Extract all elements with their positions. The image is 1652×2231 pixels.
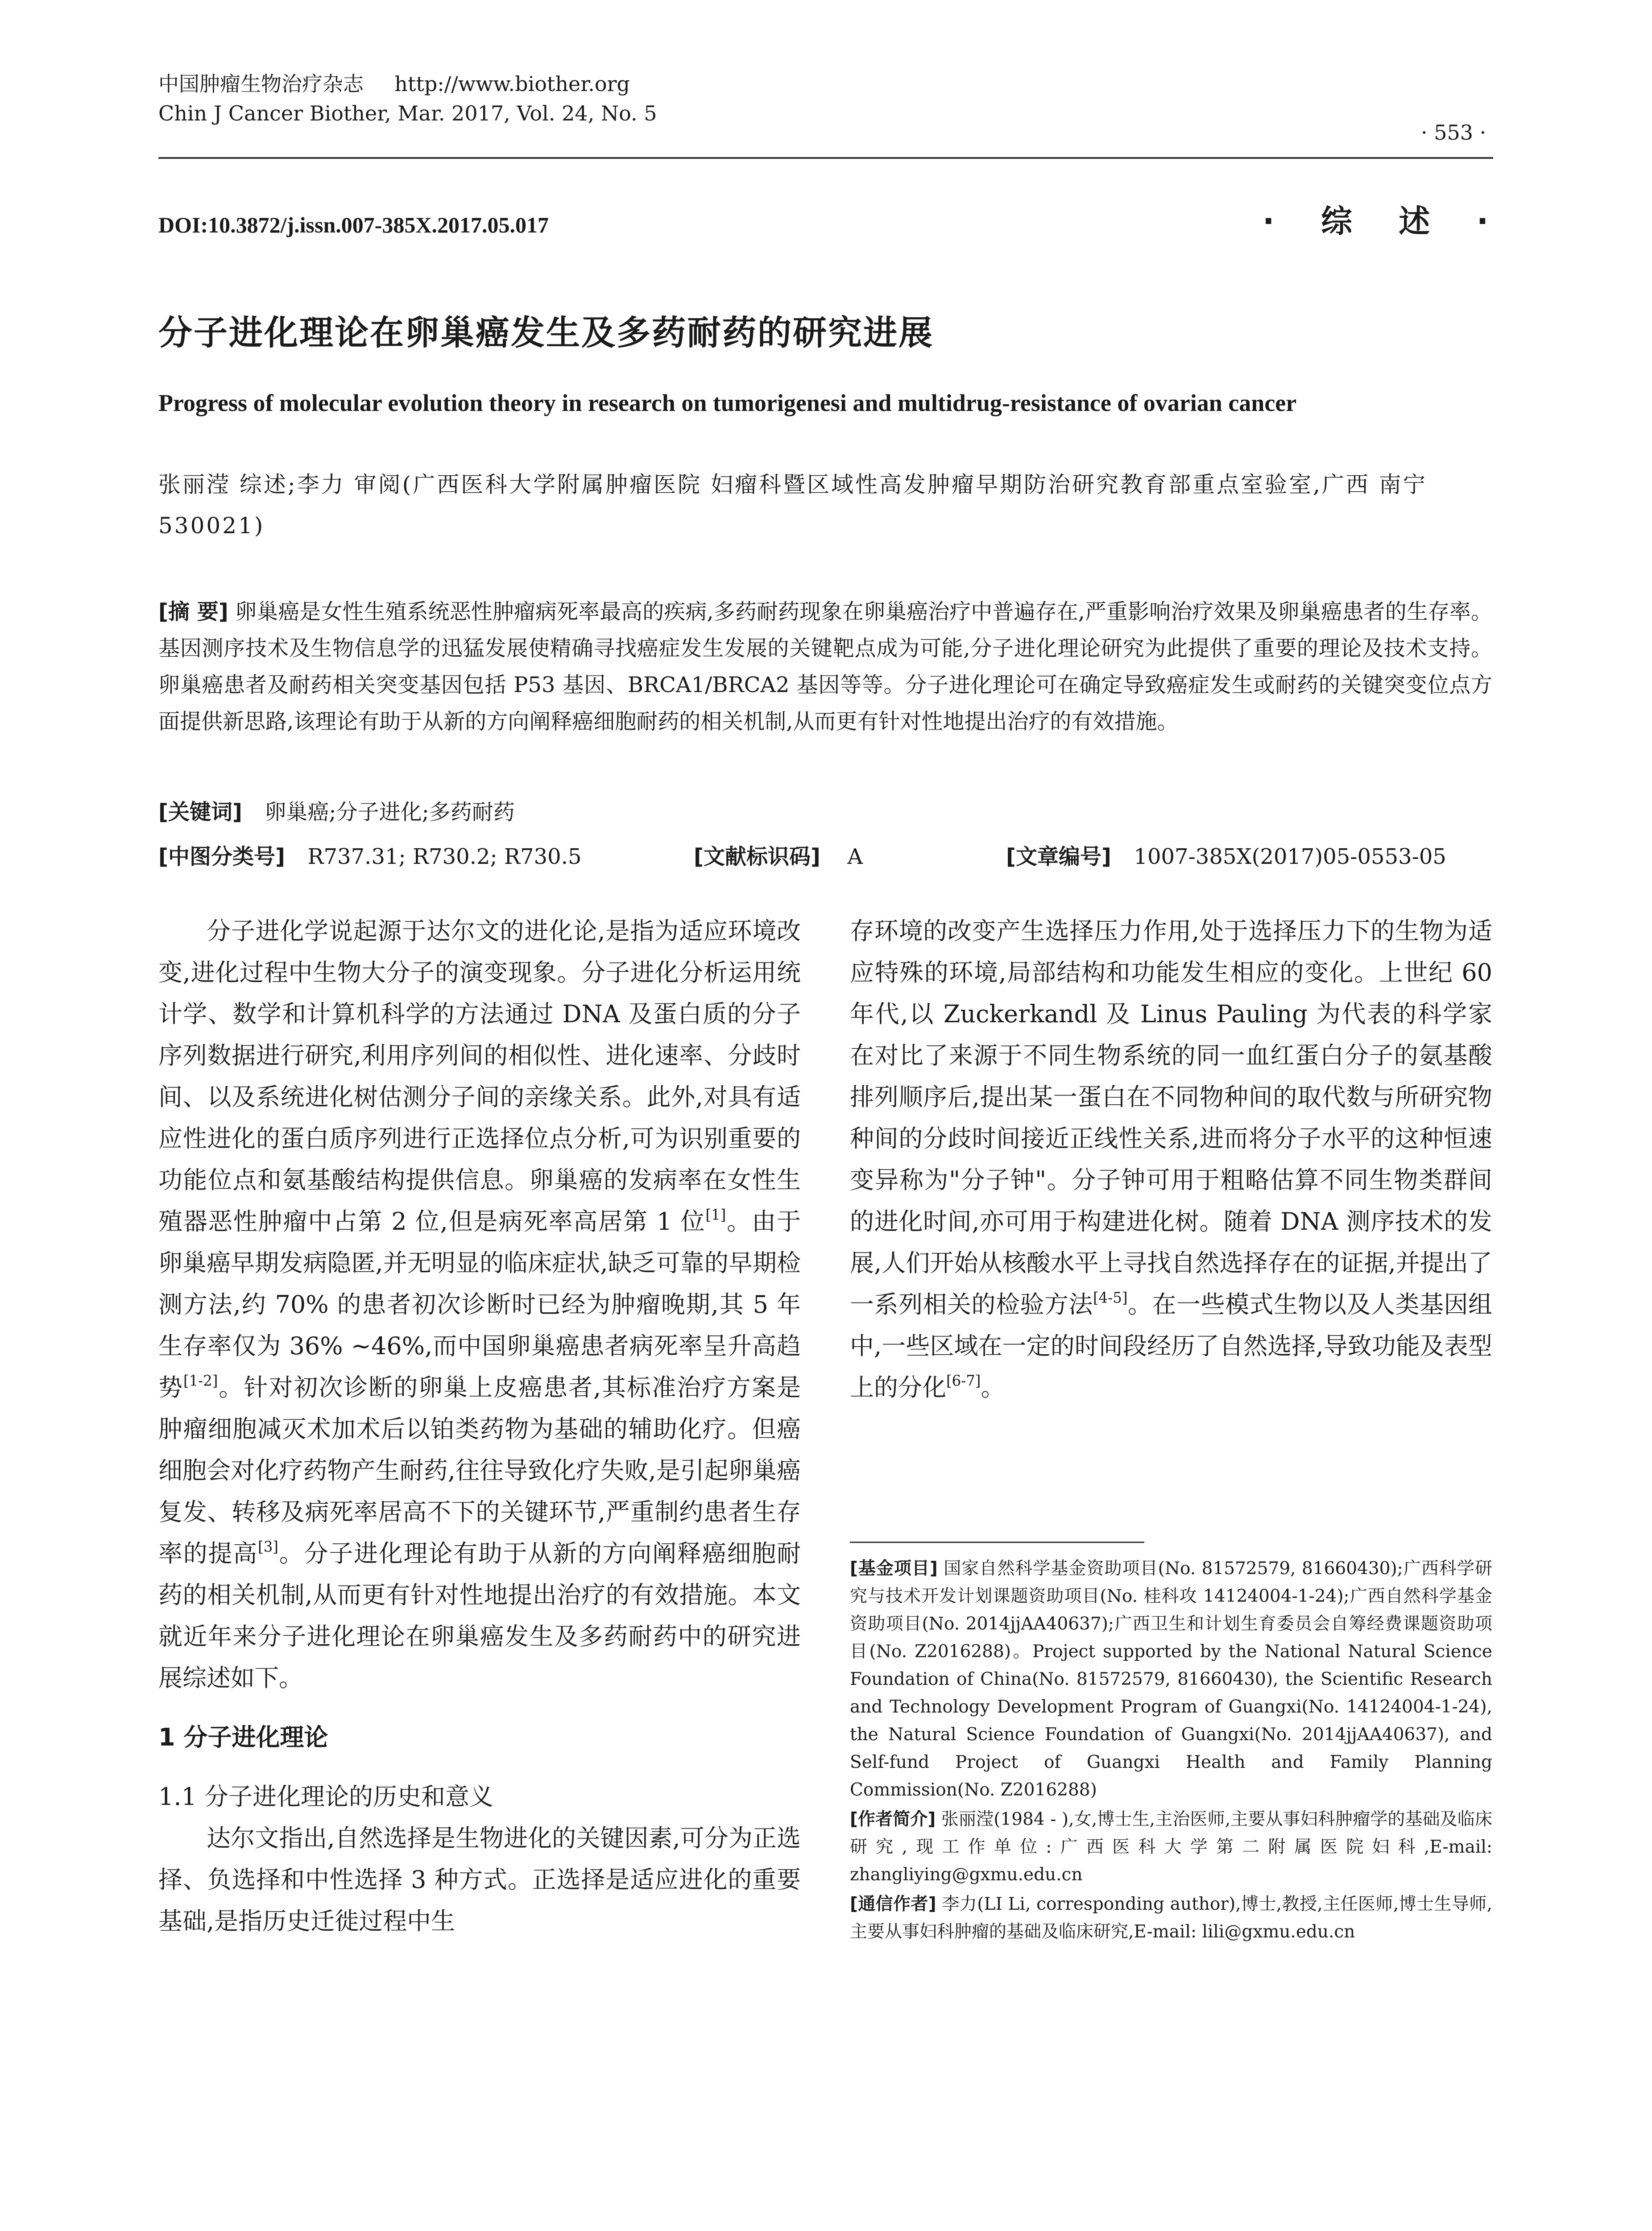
header-rule — [158, 157, 1493, 159]
journal-header — [158, 69, 657, 128]
doc-code-value: A — [847, 844, 863, 869]
journal-title-cn: 中国肿瘤生物治疗杂志 — [158, 72, 364, 96]
citation-1[interactable]: [1] — [705, 1206, 726, 1223]
abstract — [158, 593, 1492, 740]
doi[interactable]: DOI:10.3872/j.issn.007-385X.2017.05.017 — [158, 212, 549, 237]
right-column — [850, 910, 1492, 1408]
fund-text: 国家自然科学基金资助项目(No. 81572579, 81660430);广西科学研究与技术开发计划课题资助项目(No. 桂科攻 14124004-1-24);广西自然科学基金资助项目(No. 2014jjAA40637);广西卫生和计划生育委员会自筹经费课题资助项目(No. Z2016288)。Project supported by the National Natural Science Foundation of China(No. 81572579, 81660430), the Scientific Research and Technology Development Program of Guangxi(No. 14124004-1-24), the Natural Science Foundation of Guangxi(No. 2014jjAA40637), and Self-fund Project of Guangxi Health and Family Planning Commission(No. Z2016288) — [850, 1559, 1492, 1800]
author-intro-label: [作者简介] — [850, 1809, 936, 1829]
journal-url[interactable]: http://www.biother.org — [394, 72, 630, 96]
continued-paragraph — [850, 910, 1492, 1408]
clc-value: R737.31; R730.2; R730.5 — [307, 844, 582, 869]
footnote-rule — [850, 1542, 1144, 1543]
fund-note — [850, 1555, 1492, 1804]
citation-4-5[interactable]: [4-5] — [1093, 1289, 1128, 1306]
clc-label: [中图分类号] — [158, 844, 285, 869]
corresponding-note — [850, 1891, 1492, 1946]
left-column — [158, 910, 801, 1942]
author-note — [850, 1806, 1492, 1889]
journal-title-en: Chin J Cancer Biother, Mar. 2017, Vol. 24, No. 5 — [158, 101, 657, 125]
keywords-text: 卵巢癌;分子进化;多药耐药 — [265, 800, 515, 825]
intro-text-1: 分子进化学说起源于达尔文的进化论,是指为适应环境改变,进化过程中生物大分子的演变现象。分子进化分析运用统计学、数学和计算机科学的方法通过 DNA 及蛋白质的分子序列数据进行研究,利用序列间的相似性、进化速率、分歧时间、以及系统进化树估测分子间的亲缘关系。此外,对具有适应性进化的蛋白质序列进行正选择位点分析,可为识别重要的功能位点和氨基酸结构提供信息。卵巢癌的发病率在女性生殖器恶性肿瘤中占第 2 位,但是病死率高居第 1 位 — [158, 917, 801, 1236]
keywords — [158, 796, 515, 828]
footnotes — [850, 1555, 1492, 1948]
title-cn: 分子进化理论在卵巢癌发生及多药耐药的研究进展 — [158, 313, 934, 352]
article-number-label: [文章编号] — [1006, 844, 1111, 869]
abstract-label: [摘 要] — [158, 599, 228, 624]
intro-paragraph — [158, 910, 801, 1699]
citation-3[interactable]: [3] — [258, 1538, 278, 1555]
abstract-text: 卵巢癌是女性生殖系统恶性肿瘤病死率最高的疾病,多药耐药现象在卵巢癌治疗中普遍存在,严重影响治疗效果及卵巢癌患者的生存率。基因测序技术及生物信息学的迅猛发展使精确寻找癌症发生发展的关键靶点成为可能,分子进化理论研究为此提供了重要的理论及技术支持。卵巢癌患者及耐药相关突变基因包括 P53 基因、BRCA1/BRCA2 基因等等。分子进化理论可在确定导致癌症发生或耐药的关键突变位点方面提供新思路,该理论有助于从新的方向阐释癌细胞耐药的相关机制,从而更有针对性地提出治疗的有效措施。 — [158, 599, 1492, 734]
keywords-label: [关键词] — [158, 800, 242, 825]
doc-code-label: [文献标识码] — [694, 844, 820, 869]
intro-text-3: 。针对初次诊断的卵巢上皮癌患者,其标准治疗方案是肿瘤细胞减灭术加术后以铂类药物为基础的辅助化疗。但癌细胞会对化疗药物产生耐药,往往导致化疗失败,是引起卵巢癌复发、转移及病死率居高不下的关键环节,严重制约患者生存率的提高 — [158, 1373, 801, 1568]
right-text-3: 。 — [981, 1373, 1005, 1402]
page-number: · 553 · — [1421, 120, 1486, 145]
citation-1-2[interactable]: [1-2] — [183, 1372, 218, 1389]
authors-affiliation: 张丽滢 综述;李力 审阅(广西医科大学附属肿瘤医院 妇瘤科暨区域性高发肿瘤早期防治研究教育部重点室验室,广西 南宁 530021) — [158, 472, 1427, 539]
article-number-value: 1007-385X(2017)05-0553-05 — [1134, 844, 1446, 869]
intro-text-2: 。由于卵巢癌早期发病隐匿,并无明显的临床症状,缺乏可靠的早期检测方法,约 70% 的患者初次诊断时已经为肿瘤晚期,其 5 年生存率仅为 36% ~46%,而中国卵巢癌患者病死率呈升高趋势 — [158, 1207, 801, 1402]
section-paragraph: 达尔文指出,自然选择是生物进化的关键因素,可分为正选择、负选择和中性选择 3 种方式。正选择是适应进化的重要基础,是指历史迁徙过程中生 — [158, 1824, 801, 1935]
intro-text-4: 。分子进化理论有助于从新的方向阐释癌细胞耐药的相关机制,从而更有针对性地提出治疗的有效措施。本文就近年来分子进化理论在卵巢癌发生及多药耐药中的研究进展综述如下。 — [158, 1539, 801, 1692]
citation-6-7[interactable]: [6-7] — [946, 1372, 981, 1389]
right-text-2: 。在一些模式生物以及人类基因组中,一些区域在一定的时间段经历了自然选择,导致功能及表型上的分化 — [850, 1290, 1493, 1402]
classification-row — [158, 841, 1492, 872]
column-tag: · 综 述 · — [1263, 203, 1507, 240]
right-text-1: 存环境的改变产生选择压力作用,处于选择压力下的生物为适应特殊的环境,局部结构和功能发生相应的变化。上世纪 60 年代,以 Zuckerkandl 及 Linus Pauling 为代表的科学家在对比了来源于不同生物系统的同一血红蛋白分子的氨基酸排列顺序后,提出某一蛋白在不同物种间的取代数与所研究物种间的分歧时间接近正线性关系,进而将分子水平的这种恒速变异称为"分子钟"。分子钟可用于粗略估算不同生物类群间的进化时间,亦可用于构建进化树。随着 DNA 测序技术的发展,人们开始从核酸水平上寻找自然选择存在的证据,并提出了一系列相关的检验方法 — [850, 917, 1492, 1319]
section-heading-1: 1 分子进化理论 — [158, 1723, 328, 1751]
corresponding-label: [通信作者] — [850, 1894, 936, 1914]
fund-label: [基金项目] — [850, 1559, 938, 1579]
corresponding-text: 李力(LI Li, corresponding author),博士,教授,主任医师,博士生导师,主要从事妇科肿瘤的基础及临床研究,E-mail: lili@gxmu.edu.cn — [850, 1894, 1492, 1942]
author-intro-text: 张丽滢(1984 - ),女,博士生,主治医师,主要从事妇科肿瘤学的基础及临床研究,现工作单位:广西医科大学第二附属医院妇科,E-mail: zhangliying@gxmu.edu.cn — [850, 1809, 1492, 1885]
title-en: Progress of molecular evolution theory in research on tumorigenesi and multidrug-resistance of ovarian cancer — [158, 390, 1297, 416]
subsection-heading-1-1: 1.1 分子进化理论的历史和意义 — [158, 1783, 494, 1811]
